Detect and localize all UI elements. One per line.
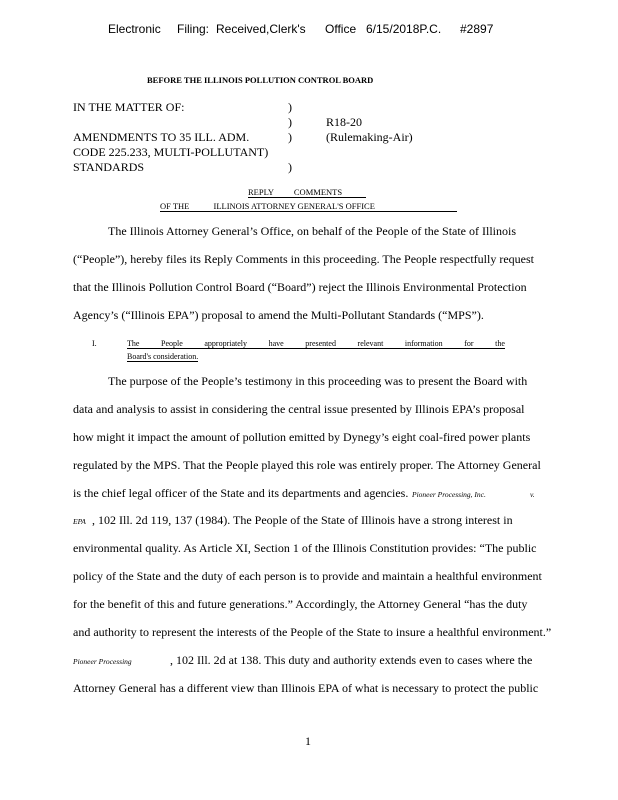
caption-paren: ) xyxy=(288,100,292,114)
caption-line: AMENDMENTS TO 35 ILL. ADM. xyxy=(73,130,250,144)
para1-line: that the Illinois Pollution Control Board (“Board”) reject the Illinois Environmental Protection xyxy=(73,280,527,294)
citation-pioneer-short: Pioneer Processing xyxy=(73,657,132,666)
board-title: BEFORE THE ILLINOIS POLLUTION CONTROL BOARD xyxy=(147,75,374,85)
para1-line: The Illinois Attorney General’s Office, on behalf of the People of the State of Illinois xyxy=(108,224,517,238)
citation-v: v. xyxy=(530,490,535,499)
header-received: Received,Clerk's xyxy=(216,22,306,36)
section-word: People xyxy=(161,339,183,348)
title-office: ILLINOIS ATTORNEY GENERAL'S OFFICE xyxy=(213,201,375,211)
section-word: information xyxy=(404,339,443,348)
section-word: The xyxy=(127,339,140,348)
epa-line-text: , 102 Ill. 2d 119, 137 (1984). The People of the State of Illinois have a strong interest in xyxy=(92,513,513,527)
header-docnum: #2897 xyxy=(460,22,494,36)
case-type: (Rulemaking-Air) xyxy=(326,130,413,144)
section-heading-line2: Board's consideration. xyxy=(127,352,199,361)
caption-parens xyxy=(288,100,292,175)
para3-line: for the benefit of this and future generations.” Accordingly, the Attorney General “has the duty xyxy=(73,597,528,611)
header-datetime: 6/15/2018P.C. xyxy=(366,22,442,36)
section-heading-line1 xyxy=(127,339,505,349)
caption-paren: ) xyxy=(288,115,292,129)
section-word: for xyxy=(464,339,474,348)
para3-line: policy of the State and the duty of each person is to provide and maintain a healthful environment xyxy=(73,569,542,583)
page-number: 1 xyxy=(305,734,311,748)
header-office: Office xyxy=(325,22,357,36)
caption-paren: ) xyxy=(288,160,292,174)
pioneer-line-text: , 102 Ill. 2d at 138. This duty and authority extends even to cases where the xyxy=(170,653,533,667)
para2-line: is the chief legal officer of the State and its departments and agencies. xyxy=(73,486,409,500)
section-word: the xyxy=(495,339,505,348)
caption-line xyxy=(73,115,268,130)
caption-left xyxy=(73,100,268,175)
caption-line: IN THE MATTER OF: xyxy=(73,100,185,114)
section-number: I. xyxy=(92,339,97,348)
case-number: R18-20 xyxy=(326,115,362,129)
title-of-the: OF THE xyxy=(160,201,190,211)
caption-line: CODE 225.233, MULTI-POLLUTANT) xyxy=(73,145,269,159)
section-word: relevant xyxy=(357,339,384,348)
para3-line: environmental quality. As Article XI, Section 1 of the Illinois Constitution provides: “The public xyxy=(73,541,537,555)
title-line-2 xyxy=(160,201,457,212)
para2-line: The purpose of the People’s testimony in this proceeding was to present the Board with xyxy=(108,374,528,388)
citation-pioneer: Pioneer Processing, Inc. xyxy=(412,490,486,499)
para2-line: how might it impact the amount of pollution emitted by Dynegy’s eight coal-fired power plants xyxy=(73,430,531,444)
para2-line: regulated by the MPS. That the People played this role was entirely proper. The Attorney General xyxy=(73,458,541,472)
title-line-1 xyxy=(248,187,366,198)
title-reply: REPLY xyxy=(248,187,274,197)
caption-line: STANDARDS xyxy=(73,160,145,174)
para1-line: Agency’s (“Illinois EPA”) proposal to amend the Multi-Pollutant Standards (“MPS”). xyxy=(73,308,484,322)
caption-paren: ) xyxy=(288,130,292,144)
para2-line: data and analysis to assist in considering the central issue presented by Illinois EPA’s proposal xyxy=(73,402,525,416)
last-line: Attorney General has a different view than Illinois EPA of what is necessary to protect the public xyxy=(73,681,539,695)
citation-epa: EPA xyxy=(73,517,86,526)
section-word: appropriately xyxy=(204,339,248,348)
title-comments: COMMENTS xyxy=(293,187,343,197)
caption-paren xyxy=(288,145,292,160)
header-electronic: Electronic xyxy=(108,22,161,36)
para3-line: and authority to represent the interests of the People of the State to insure a healthful environment.” xyxy=(73,625,552,639)
para1-line: (“People”), hereby files its Reply Comments in this proceeding. The People respectfully request xyxy=(73,252,534,266)
header-filing: Filing: xyxy=(177,22,210,36)
section-word: presented xyxy=(305,339,336,348)
section-word: have xyxy=(268,339,284,348)
